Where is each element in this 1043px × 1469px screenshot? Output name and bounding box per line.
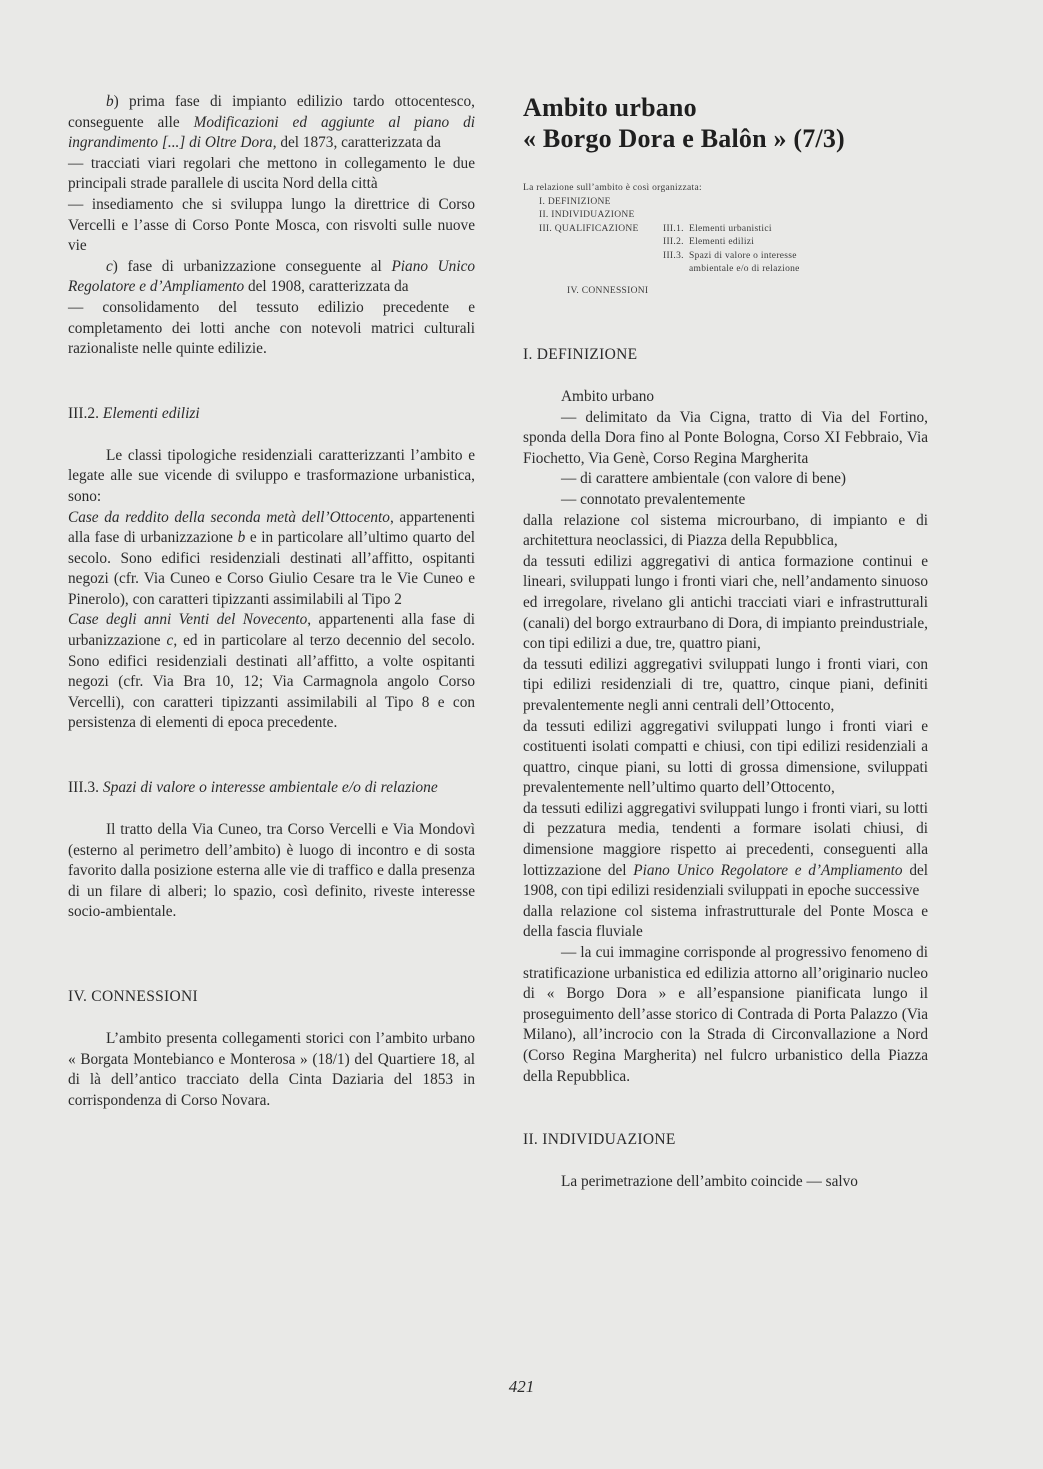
heading-elementi-edilizi: III.2. Elementi edilizi: [68, 404, 200, 422]
paragraph-carattere: — di carattere ambientale (con valore di bene): [561, 470, 846, 488]
paragraph-case-novecento: Case degli anni Venti del Novecento, appartenenti alla fase di urbanizzazione c, ed in particolare al terzo decennio del secolo. Sono edifici residenziali destinati all’affitto, a volte ospitanti negozi (cfr. Via Bra 10, 12; Via Carmagnola angolo Corso Vercelli), con caratteri tipizzanti assimilabili al Tipo 8 e con persistenza di elementi di epoca precedente.: [68, 611, 476, 732]
paragraph-relazione-microurbano: dalla relazione col sistema microurbano, di impianto e di architettura neoclassici, di Piazza della Repubblica,: [523, 511, 928, 550]
heading-individuazione: II. INDIVIDUAZIONE: [523, 1131, 676, 1149]
heading-spazi-valore: III.3. Spazi di valore o interesse ambientale e/o di relazione: [68, 779, 438, 797]
right-column: [523, 92, 928, 1193]
toc-item-elementi-edilizi: III.2. Elementi edilizi: [663, 237, 755, 247]
paragraph-delimitato: — delimitato da Via Cigna, tratto di Via del Fortino, sponda della Dora fino al Ponte Bologna, Corso XI Febbraio, Via Fiochetto, Via Genè, Corso Regina Margherita: [523, 408, 928, 467]
toc-item-individuazione: II. INDIVIDUAZIONE: [539, 210, 635, 220]
toc-item-qualificazione: III. QUALIFICAZIONE III.1. Elementi urbanistici: [539, 223, 772, 234]
paragraph-ambito-urbano: Ambito urbano: [561, 388, 655, 405]
paragraph-classi-tipologiche: Le classi tipologiche residenziali caratterizzanti l’ambito e legate alle sue vicende di sviluppo e trasformazione urbanistica, sono:: [68, 446, 475, 505]
paragraph-phase-c: c) fase di urbanizzazione conseguente al Piano Unico Regolatore e d’Ampliamento del 1908, caratterizzata da: [68, 257, 476, 296]
toc-item-spazi: III.3. Spazi di valore o interesse ambientale e/o di relazione: [663, 250, 800, 274]
paragraph-insediamento: — insediamento che si sviluppa lungo la direttrice di Corso Vercelli e l’asse di Corso Ponte Mosca, con risvolti sulle nuove vie: [68, 195, 475, 255]
paragraph-tessuti-isolati: da tessuti edilizi aggregativi sviluppati lungo i fronti viari e costituenti isolati compatti e chiusi, con tipi edilizi residenziali a quattro, cinque piani, su lotti di grossa dimensione, sviluppati prevalentemente nell’ultimo quarto dell’Ottocento,: [523, 717, 928, 797]
paragraph-collegamenti: L’ambito presenta collegamenti storici con l’ambito urbano « Borgata Montebianco e Monterosa » (18/1) del Quartiere 18, al di là dell’antico tracciato della Cinta Daziaria del 1853 in corrispondenza di Corso Novara.: [68, 1030, 475, 1109]
paragraph-phase-b: b) prima fase di impianto edilizio tardo ottocentesco, conseguente alle Modificazioni ed aggiunte al piano di ingrandimento [...] di Oltre Dora, del 1873, caratterizzata da: [68, 93, 475, 152]
toc-item-definizione: I. DEFINIZIONE: [539, 196, 611, 207]
page-number: 421: [508, 1377, 535, 1396]
paragraph-perimetrazione: La perimetrazione dell’ambito coincide — salvo: [561, 1173, 858, 1191]
left-column: [68, 92, 475, 1111]
paragraph-consolidamento: — consolidamento del tessuto edilizio precedente e completamento dei lotti anche con notevoli matrici culturali razionaliste nelle quinte edilizie.: [68, 298, 475, 358]
toc-intro: La relazione sull’ambito è così organizzata:: [523, 183, 702, 193]
table-of-contents: [523, 182, 928, 298]
paragraph-case-ottocento: Case da reddito della seconda metà dell’Ottocento, appartenenti alla fase di urbanizzazione b e in particolare all’ultimo quarto del secolo. Sono edifici residenziali destinati all’affitto, ospitanti negozi (cfr. Via Cuneo e Corso Giulio Cesare tra le Vie Cuneo e Pinerolo), con caratteri tipizzanti assimilabili al Tipo 2: [68, 508, 475, 608]
paragraph-tessuti-antichi: da tessuti edilizi aggregativi di antica formazione continui e lineari, sviluppati lungo i fronti viari che, nell’andamento sinuoso ed irregolare, rivelano gli antichi tracciati viari e infrastrutturali (canali) del borgo extraurbano di Dora, di impianto preindustriale, con tipi edilizi a due, tre, quattro piani,: [523, 552, 928, 653]
paragraph-tracciati: — tracciati viari regolari che mettono in collegamento le due principali strade parallele di uscita Nord della città: [68, 154, 475, 193]
heading-connessioni: IV. CONNESSIONI: [68, 988, 198, 1005]
paragraph-ponte-mosca: dalla relazione col sistema infrastrutturale del Ponte Mosca e della fascia fluviale: [523, 902, 928, 941]
paragraph-tessuti-lottizzazione: da tessuti edilizi aggregativi sviluppati lungo i fronti viari, su lotti di pezzatura media, tendenti a formare isolati chiusi, di dimensione maggiore rispetto ai precedenti, conseguenti alla lottizzazione del Piano Unico Regolatore e d’Ampliamento del 1908, con tipi edilizi residenziali sviluppati in epoche successive: [523, 799, 929, 900]
paragraph-tessuti-ottocento: da tessuti edilizi aggregativi sviluppati lungo i fronti viari, con tipi edilizi residenziali di tre, quattro, cinque piani, definiti prevalentemente negli anni centrali dell’Ottocento,: [523, 655, 928, 714]
paragraph-via-cuneo: Il tratto della Via Cuneo, tra Corso Vercelli e Via Mondovì (esterno al perimetro dell’ambito) è luogo di incontro e di sosta favorito dalla posizione esterna alle vie di traffico e dalla presenza di un filare di alberi; lo spazio, così definito, riveste interesse socio-ambientale.: [68, 821, 475, 921]
page-title: Ambito urbano « Borgo Dora e Balôn » (7/3): [523, 93, 845, 153]
paragraph-immagine: — la cui immagine corrisponde al progressivo fenomeno di stratificazione urbanistica ed edilizia attorno all’originario nucleo di « Borgo Dora » e all’espansione pianificata lungo il proseguimento dell’asse storico di Contrada di Porta Palazzo (Via Milano), all’incrocio con la Strada di Circonvallazione a Nord (Corso Regina Margherita) nel fulcro urbanistico della Piazza della Repubblica.: [523, 944, 928, 1085]
toc-item-connessioni: IV. CONNESSIONI: [567, 285, 649, 296]
paragraph-connotato: — connotato prevalentemente: [561, 490, 746, 508]
heading-definizione: I. DEFINIZIONE: [523, 346, 638, 363]
